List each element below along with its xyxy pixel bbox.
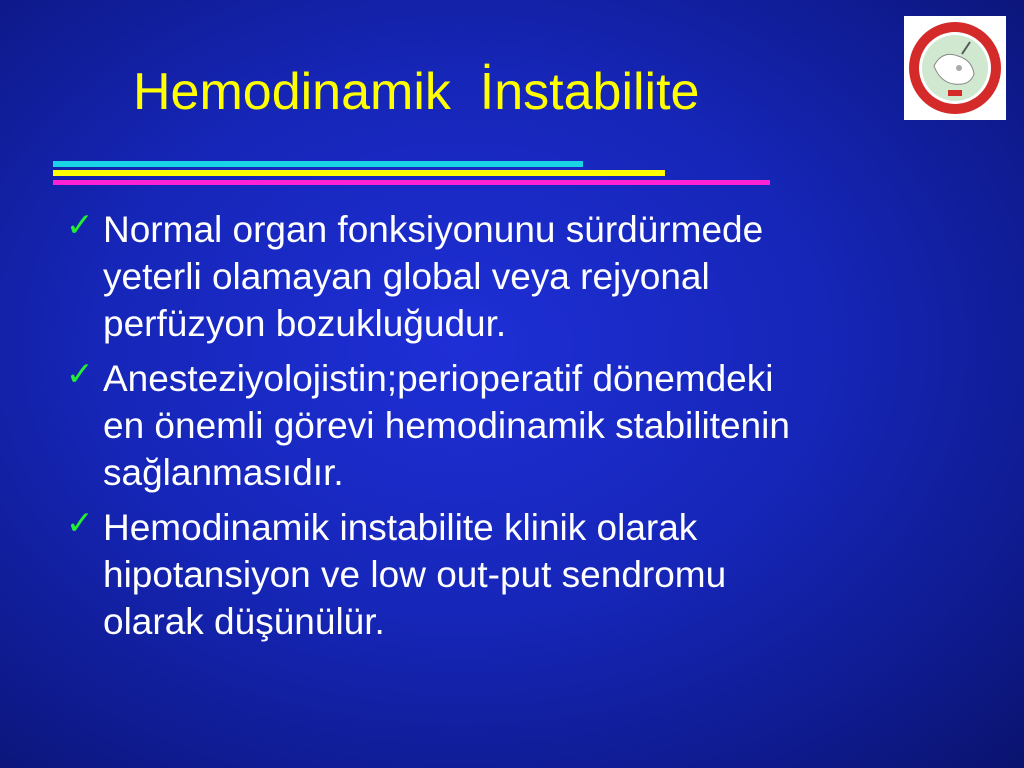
bullet-list (66, 206, 966, 653)
checkmark-icon: ✓ (66, 205, 94, 244)
title-rule-yellow (53, 170, 665, 176)
anesthesia-department-seal-icon (904, 16, 1006, 120)
bullet-item (66, 504, 966, 645)
department-logo (904, 16, 1006, 120)
title-rule-cyan (53, 161, 583, 167)
slide-title: Hemodinamik İnstabilite (133, 63, 700, 121)
checkmark-icon: ✓ (66, 354, 94, 393)
bullet-item (66, 206, 966, 347)
checkmark-icon: ✓ (66, 503, 94, 542)
title-rule-magenta (53, 180, 770, 185)
bullet-text: Anesteziyolojistin;perioperatif dönemdeki en önemli görevi hemodinamik stabilitenin sağlanmasıdır. (103, 358, 790, 493)
bullet-text: Hemodinamik instabilite klinik olarak hipotansiyon ve low out-put sendromu olarak düşünülür. (103, 507, 727, 642)
bullet-text: Normal organ fonksiyonunu sürdürmede yeterli olamayan global veya rejyonal perfüzyon bozukluğudur. (103, 209, 764, 344)
bullet-item (66, 355, 966, 496)
